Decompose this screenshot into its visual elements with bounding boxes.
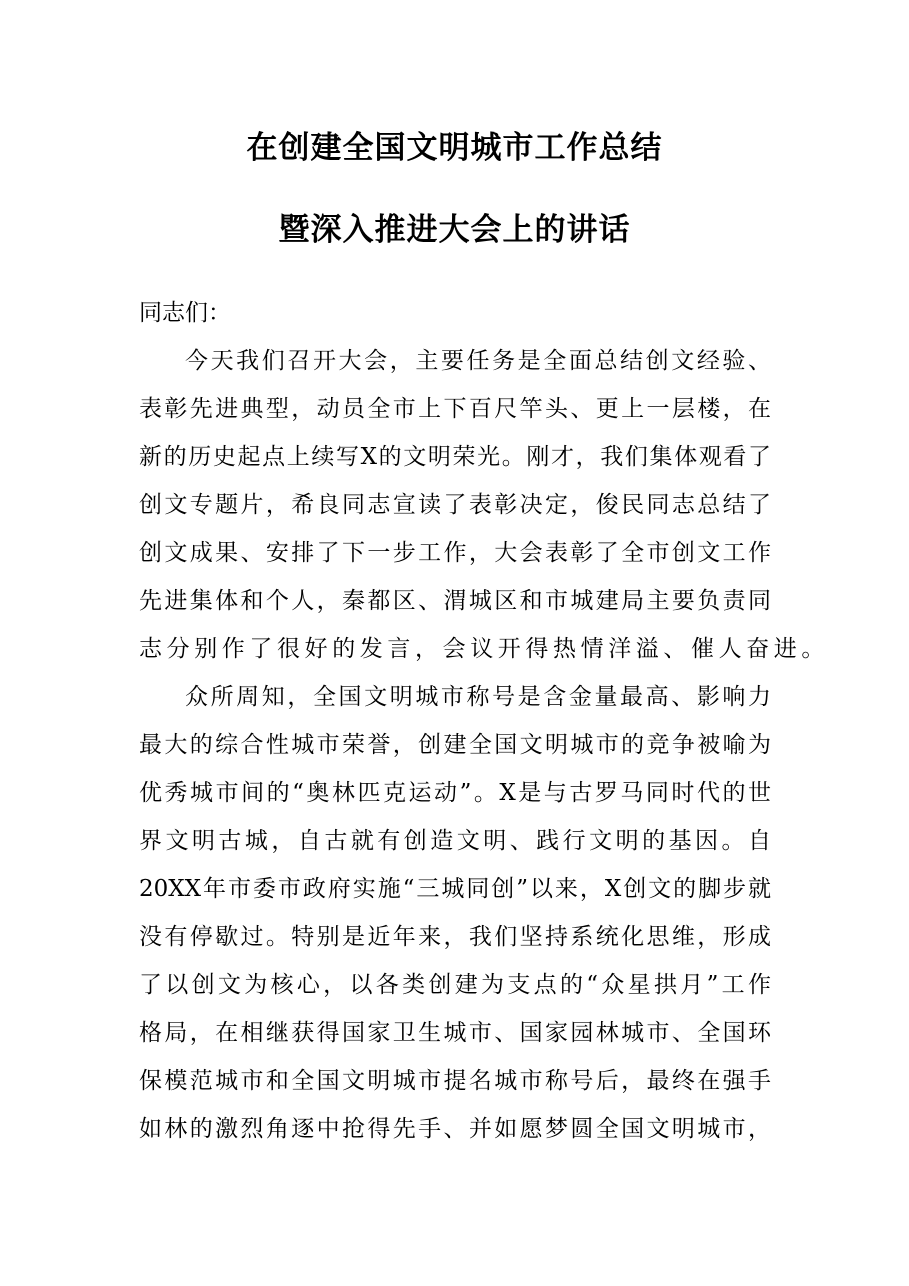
- paragraph-2-line: 20XX年市委市政府实施“三城同创”以来，X创文的脚步就: [139, 876, 771, 902]
- paragraph-2-line: 格局，在相继获得国家卫生城市、国家园林城市、全国环: [139, 1020, 771, 1046]
- paragraph-2-line: 没有停歇过。特别是近年来，我们坚持系统化思维，形成: [139, 924, 771, 950]
- paragraph-1-line: 先进集体和个人，秦都区、渭城区和市城建局主要负责同: [139, 588, 771, 614]
- paragraph-2-line: 众所周知，全国文明城市称号是含金量最高、影响力: [185, 684, 771, 710]
- paragraph-1-line: 创文专题片，希良同志宣读了表彰决定，俊民同志总结了: [139, 492, 771, 518]
- salutation: 同志们：: [139, 300, 231, 326]
- paragraph-1-line: 今天我们召开大会，主要任务是全面总结创文经验、: [185, 348, 771, 374]
- paragraph-2-line: 最大的综合性城市荣誉，创建全国文明城市的竞争被喻为: [139, 732, 771, 758]
- document-title-line-1: 在创建全国文明城市工作总结: [246, 130, 663, 166]
- paragraph-1-line: 表彰先进典型，动员全市上下百尺竿头、更上一层楼，在: [139, 396, 771, 422]
- paragraph-2-line: 保模范城市和全国文明城市提名城市称号后，最终在强手: [139, 1068, 771, 1094]
- paragraph-2-line: 界文明古城，自古就有创造文明、践行文明的基因。自: [139, 828, 771, 854]
- paragraph-1-line: 新的历史起点上续写X的文明荣光。刚才，我们集体观看了: [139, 444, 771, 470]
- paragraph-2-line: 优秀城市间的“奥林匹克运动”。X是与古罗马同时代的世: [139, 780, 771, 806]
- document-title-line-2: 暨深入推进大会上的讲话: [278, 212, 631, 248]
- paragraph-1-line: 志分别作了很好的发言，会议开得热情洋溢、催人奋进。: [139, 636, 829, 662]
- paragraph-2-line: 如林的激烈角逐中抢得先手、并如愿梦圆全国文明城市，: [139, 1116, 771, 1142]
- paragraph-2-line: 了以创文为核心，以各类创建为支点的“众星拱月”工作: [139, 972, 771, 998]
- paragraph-1-line: 创文成果、安排了下一步工作，大会表彰了全市创文工作: [139, 540, 771, 566]
